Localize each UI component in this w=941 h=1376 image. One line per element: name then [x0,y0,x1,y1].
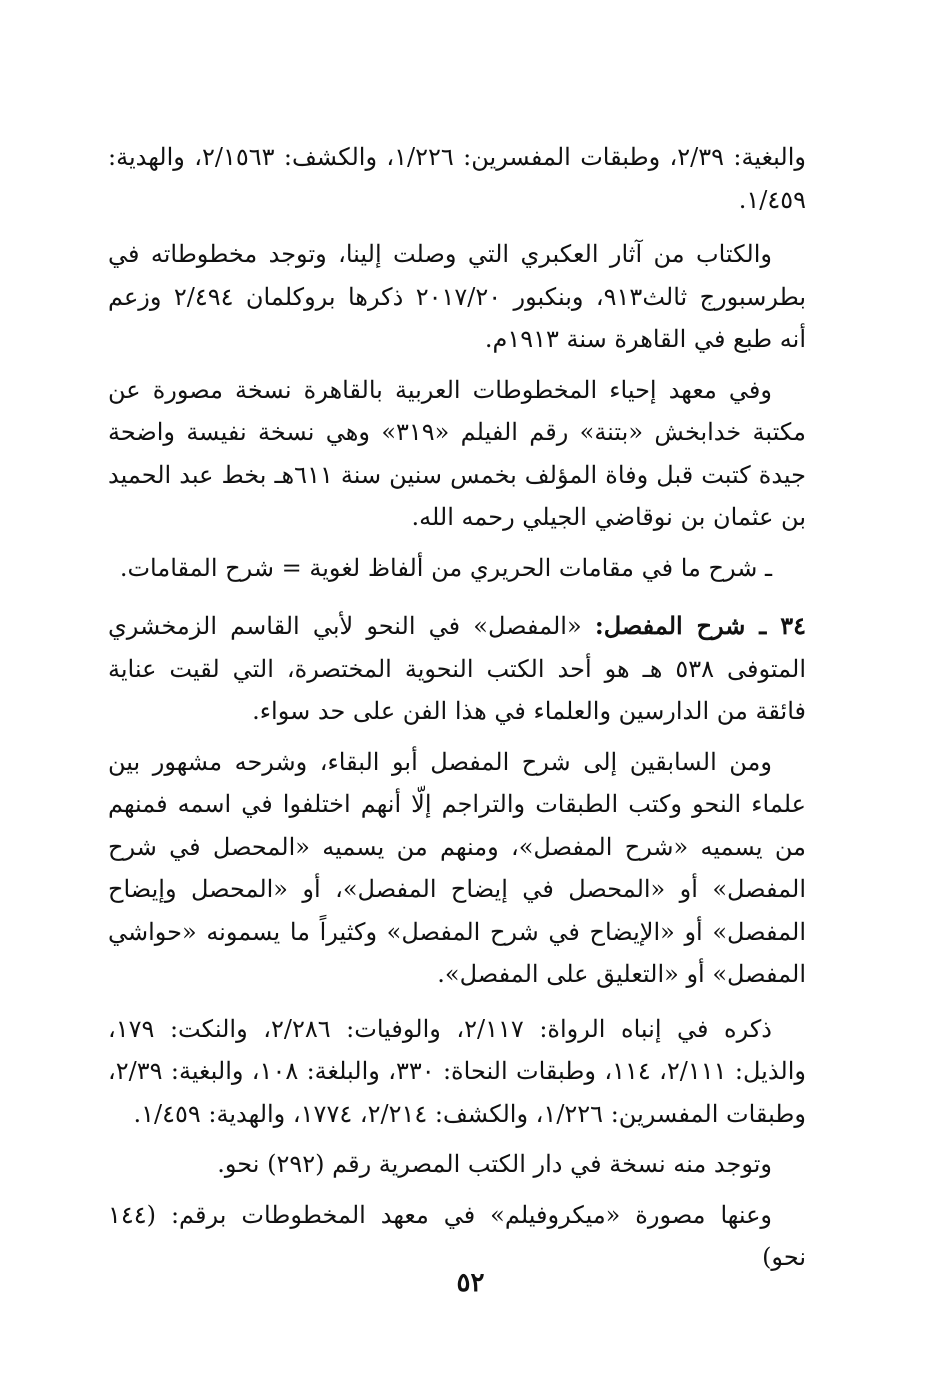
entry-heading: ٣٤ ـ شرح المفصل: [594,611,806,640]
page-body [108,136,806,1279]
entry-text: «المفصل» في النحو لأبي القاسم الزمخشري المتوفى ٥٣٨ هـ هو أحد الكتب النحوية المختصرة، التي لقيت عناية فائقة من الدارسين والعلماء في هذا الفن على حد سواء. [108,612,806,725]
paragraph-manuscripts: والكتاب من آثار العكبري التي وصلت إلينا، وتوجد مخطوطاته في بطرسبورج ثالث٩١٣، وبنكبور ٢٠١٧/٢٠ ذكرها بروكلمان ٢/٤٩٤ وزعم أنه طبع في القاهرة سنة ١٩١٣م. [108,240,807,353]
paragraph-microfilm-number: وعنها مصورة «ميكروفيلم» في معهد المخطوطات برقم: (١٤٤ نحو) [108,1200,806,1271]
paragraph-references-1: والبغية: ٢/٣٩، وطبقات المفسرين: ١/٢٢٦، والكشف: ٢/١٥٦٣، والهدية: ١/٤٥٩. [108,143,806,214]
paragraph-entry-34 [108,605,806,733]
paragraph-copy-location: وتوجد منه نسخة في دار الكتب المصرية رقم (٢٩٢) نحو. [217,1150,772,1178]
paragraph-cross-reference: ـ شرح ما في مقامات الحريري من ألفاظ لغوية = شرح المقامات. [119,553,772,582]
paragraph-commentary-names: ومن السابقين إلى شرح المفصل أبو البقاء، وشرحه مشهور بين علماء النحو وكتب الطبقات والتراجم إلّا أنهم اختلفوا في اسمه فمنهم من يسميه «شرح المفصل»، ومنهم من يسميه «المحصل في شرح المفصل» أو «المحصل في إيضاح المفصل»، أو «المحصل وإيضاح المفصل» أو «الإيضاح في شرح المفصل» وكثيراً ما يسمونه «حواشي المفصل» أو «التعليق على المفصل». [108,747,807,988]
paragraph-microfilm-copy: وفي معهد إحياء المخطوطات العربية بالقاهرة نسخة مصورة عن مكتبة خدابخش «بتنة» رقم الفيلم «٣١٩» وهي نسخة نفيسة واضحة جيدة كتبت قبل وفاة المؤلف بخمس سنين سنة ٦١١هـ بخط عبد الحميد بن عثمان بن نوقاضي الجيلي رحمه الله. [108,375,807,531]
page-number: ٥٢ [456,1268,485,1298]
paragraph-references-2: ذكره في إنباه الرواة: ٢/١١٧، والوفيات: ٢/٢٨٦، والنكت: ١٧٩، والذيل: ٢/١١١، ١١٤، وطبقات النحاة: ٣٣٠، والبلغة: ١٠٨، والبغية: ٢/٣٩، وطبقات المفسرين: ١/٢٢٦، والكشف: ٢/٢١٤، ١٧٧٤، والهدية: ١/٤٥٩. [108,1014,806,1128]
